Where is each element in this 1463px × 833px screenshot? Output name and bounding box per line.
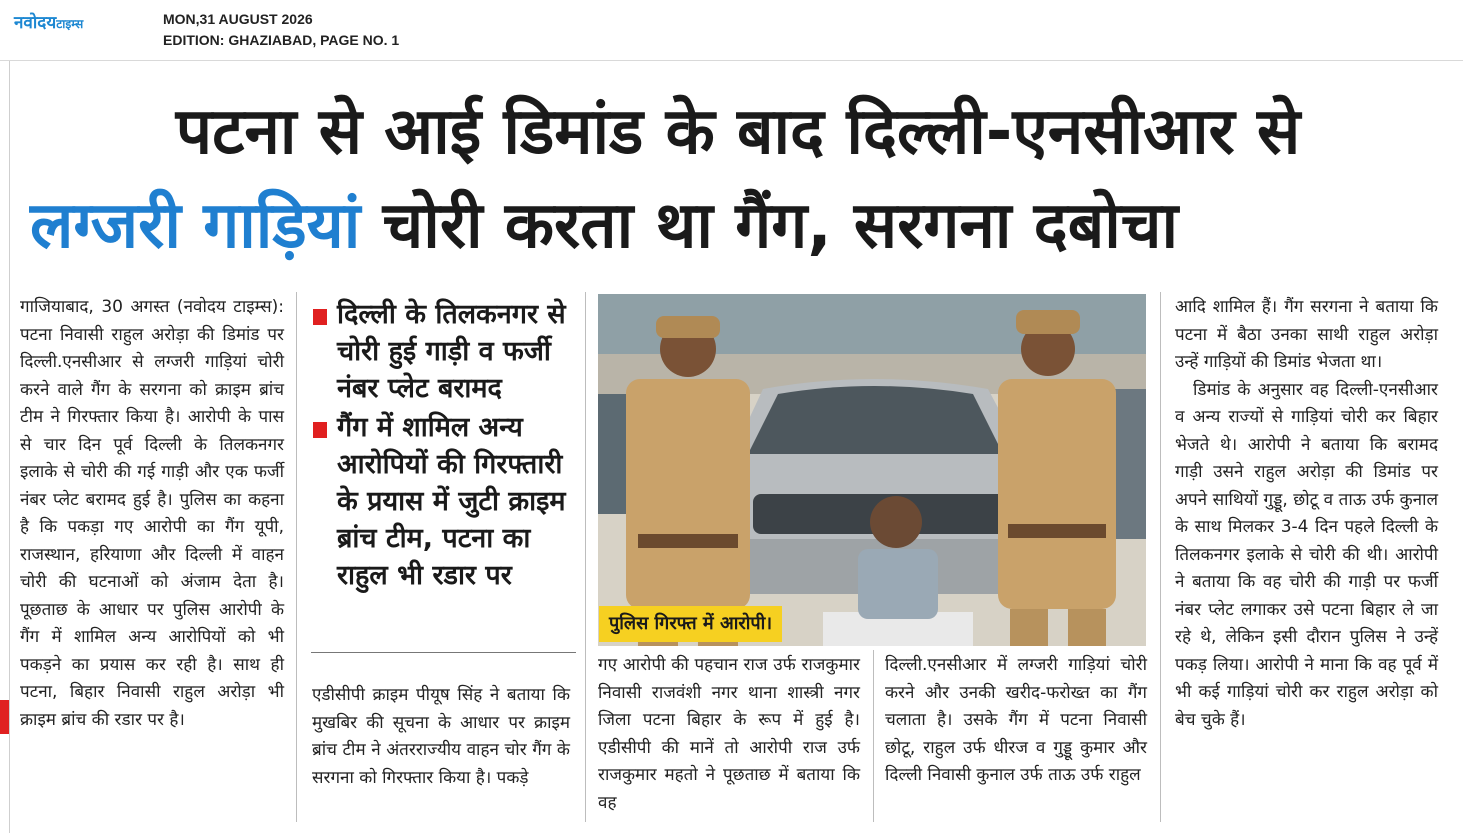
edition-info <box>163 9 399 51</box>
column-divider <box>296 292 297 822</box>
highlight-item <box>311 409 581 594</box>
bullet-square-icon <box>313 422 327 438</box>
page-marker <box>0 700 9 734</box>
photo-caption: पुलिस गिरफ्त में आरोपी। <box>599 606 782 642</box>
column-3-text: गए आरोपी की पहचान राज उर्फ राजकुमार निवासी राजवंशी नगर थाना शास्त्री नगर जिला पटना बिहार के रूप में हुई है। एडीसीपी की मानें तो आरोपी राज उर्फ राजकुमार महतो ने पूछताछ में बताया कि वह <box>598 655 860 813</box>
logo-main: नवोदय <box>14 13 57 33</box>
edition-line: EDITION: GHAZIABAD, PAGE NO. 1 <box>163 32 400 48</box>
column-1-text: गाजियाबाद, 30 अगस्त (नवोदय टाइम्स): पटना निवासी राहुल अरोड़ा की डिमांड पर दिल्ली.एनसीआर से लग्जरी गाड़ियां चोरी करने वाले गैंग के सरगना को क्राइम ब्रांच टीम ने गिरफ्तार किया है। आरोपी के पास से चार दिन पूर्व दिल्ली के तिलकनगर इलाके से चोरी की गई गाड़ी और एक फर्जी नंबर प्लेट बरामद हुई है। पुलिस का कहना है कि पकड़ा गए आरोपी का गैंग यूपी, राजस्थान, हरियाणा और दिल्ली में वाहन चोरी की घटनाओं को अंजाम देता है। पूछताछ के आधार पर पुलिस आरोपी के गैंग में शामिल अन्य आरोपियों को भी पकड़ने का प्रयास कर रही है। साथ ही पटना, बिहार निवासी राहुल अरोड़ा भी क्राइम ब्रांच की रडार पर है। <box>20 297 284 730</box>
column-4-text: दिल्ली.एनसीआर में लग्जरी गाड़ियां चोरी करने और उनकी खरीद-फरोख्त का गैंग चलाता है। उसके गैंग में पटना निवासी छोटू, राहुल उर्फ धीरज व गुड्डू कुमार और दिल्ली निवासी कुनाल उर्फ ताऊ उर्फ राहुल <box>885 655 1147 785</box>
section-rule <box>311 652 576 653</box>
headline-line-2 <box>18 186 1463 266</box>
column-divider <box>1160 292 1161 822</box>
article-column-2 <box>312 682 570 792</box>
article-column-1 <box>20 294 284 734</box>
highlights-box <box>311 296 581 596</box>
article-column-5 <box>1175 294 1438 734</box>
headline-highlight: लग्जरी गाड़ियां <box>30 189 361 263</box>
article-column-3 <box>598 652 860 817</box>
highlight-text-1: दिल्ली के तिलकनगर से चोरी हुई गाड़ी व फर्जी नंबर प्लेट बरामद <box>337 299 566 404</box>
bullet-square-icon <box>313 309 327 325</box>
article-column-4 <box>885 652 1147 790</box>
column-5-para-1: आदि शामिल हैं। गैंग सरगना ने बताया कि पटना में बैठा उनका साथी राहुल अरोड़ा उन्हें गाड़ियों की डिमांड भेजता था। <box>1175 297 1438 372</box>
masthead-bar <box>0 0 1463 61</box>
news-photo[interactable] <box>598 294 1146 646</box>
column-5-para-2: डिमांड के अनुसार वह दिल्ली-एनसीआर व अन्य राज्यों से गाड़ियां चोरी कर बिहार भेजते थे। आरोपी ने बताया कि बरामद गाड़ी उसने राहुल अरोड़ा की डिमांड पर अपने साथियों गुड्डू, छोटू व ताऊ उर्फ कुनाल के साथ मिलकर 3-4 दिन पहले दिल्ली के तिलकनगर इलाके से चोरी की थी। आरोपी ने बताया कि वह चोरी की गाड़ी पर फर्जी नंबर प्लेट लगाकर उसे पटना बिहार ले जा रहे थे, लेकिन इसी दौरान पुलिस ने उन्हें पकड़ लिया। आरोपी ने माना कि वह पूर्व में भी कई गाड़ियां चोरी कर राहुल अरोड़ा को बेच चुके हैं। <box>1175 379 1438 730</box>
highlight-text-2: गैंग में शामिल अन्य आरोपियों की गिरफ्तारी के प्रयास में जुटी क्राइम ब्रांच टीम, पटना का राहुल भी रडार पर <box>337 412 566 591</box>
newspaper-logo[interactable] <box>14 10 83 33</box>
column-2-text: एडीसीपी क्राइम पीयूष सिंह ने बताया कि मुखबिर की सूचना के आधार पर क्राइम ब्रांच टीम ने अंतरराज्यीय वाहन चोर गैंग के सरगना को गिरफ्तार किया है। पकड़े <box>312 685 570 788</box>
photo-illustration <box>598 294 1146 646</box>
highlight-item <box>311 296 581 407</box>
date-line: MON,31 AUGUST 2026 <box>163 11 313 27</box>
column-divider <box>873 650 874 822</box>
logo-sub: टाइम्स <box>56 17 84 31</box>
column-divider <box>585 292 586 822</box>
headline-line-1: पटना से आई डिमांड के बाद दिल्ली-एनसीआर से <box>175 95 1301 169</box>
headline-rest: चोरी करता था गैंग, सरगना दबोचा <box>360 189 1179 263</box>
